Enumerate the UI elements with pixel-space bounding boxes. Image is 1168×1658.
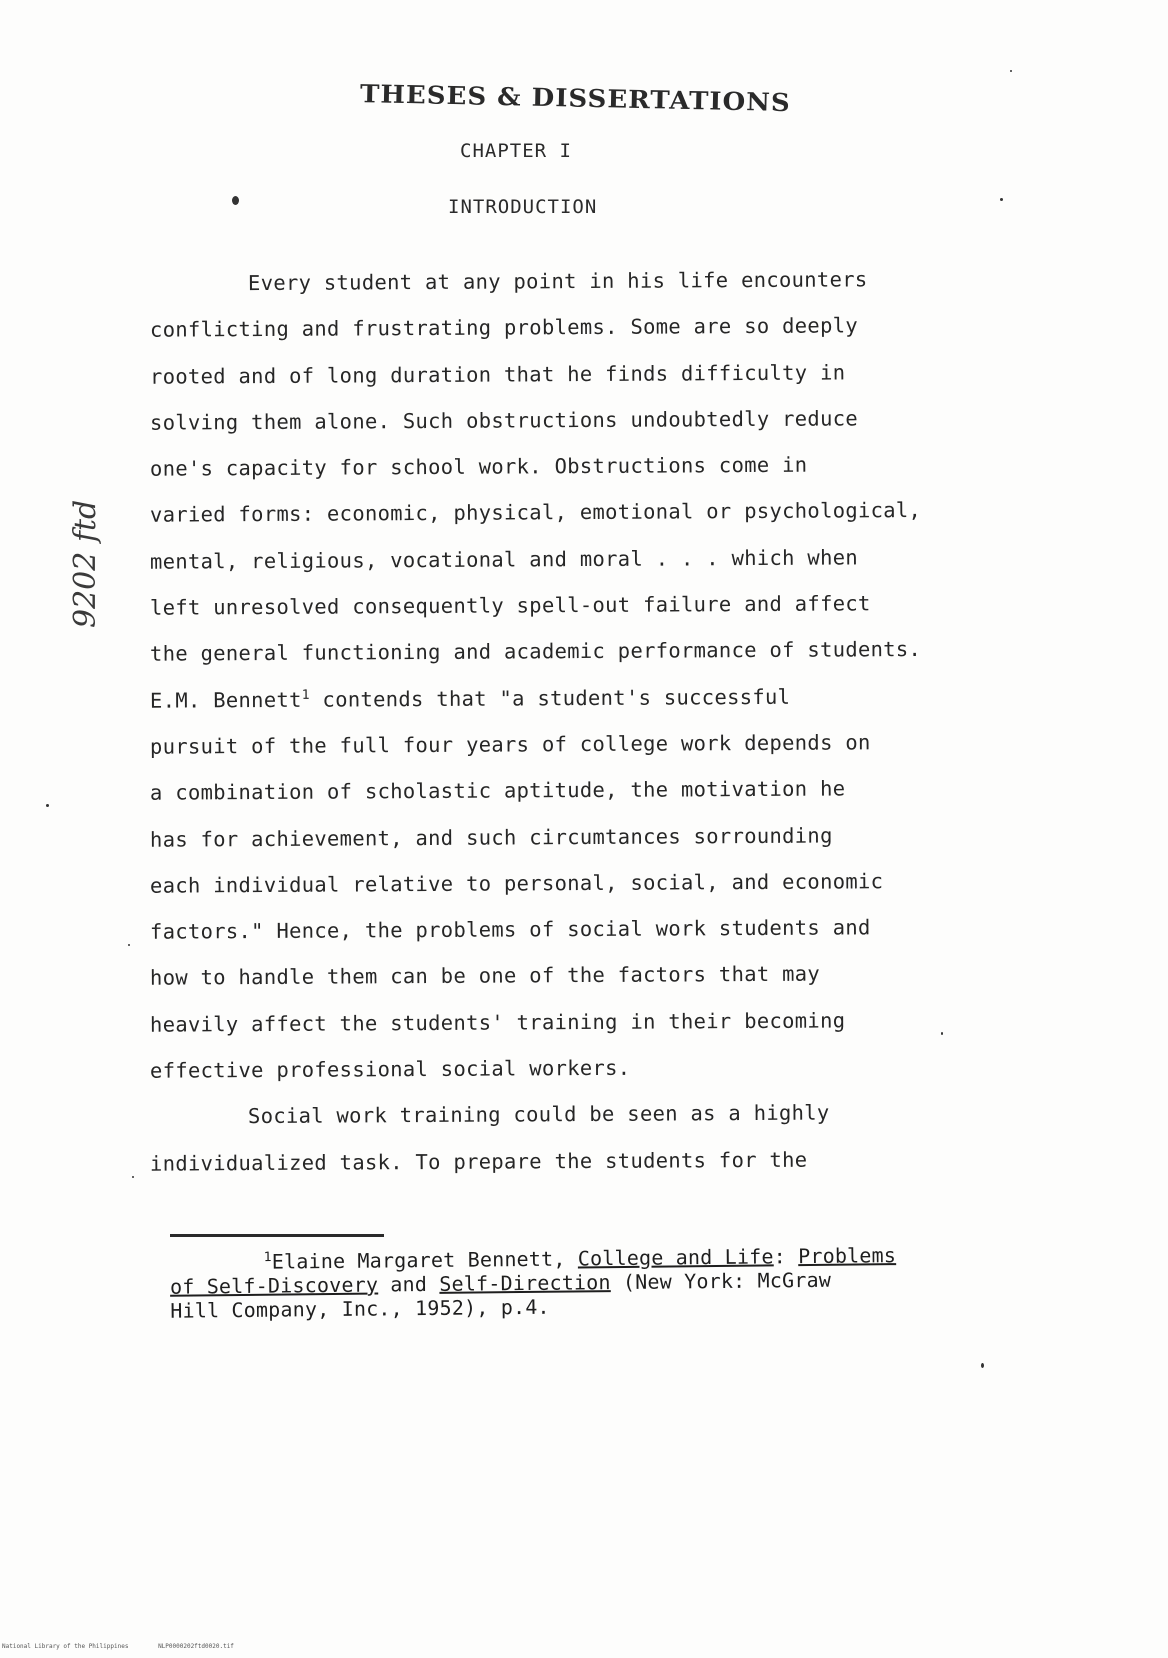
scan-speck xyxy=(981,1363,984,1368)
body-line: has for achievement, and such circumtances sorrounding xyxy=(149,823,833,852)
footnote-title-b: Problems xyxy=(798,1243,897,1269)
chapter-label: CHAPTER I xyxy=(460,140,572,162)
bennett-name: E.M. Bennett xyxy=(149,687,302,713)
body-line: individualized task. To prepare the students for the xyxy=(149,1147,808,1176)
footnote-divider xyxy=(170,1234,384,1237)
footnote-author: Elaine Margaret Bennett, xyxy=(271,1246,578,1274)
theses-dissertations-stamp: THESES & DISSERTATIONS xyxy=(359,80,791,118)
body-line: factors." Hence, the problems of social work students and xyxy=(149,915,871,944)
footnote-publisher-a: (New York: McGraw xyxy=(610,1267,832,1295)
footnote-title-c: of Self-Discovery xyxy=(169,1272,379,1299)
body-line: the general functioning and academic performance of students. xyxy=(149,637,922,667)
scan-footer-library: National Library of the Philippines xyxy=(2,1643,129,1650)
body-line: Every student at any point in his life encounters xyxy=(247,267,868,296)
body-line: one's capacity for school work. Obstructions come in xyxy=(149,452,808,481)
handwritten-margin-note: 9202 ftd xyxy=(68,499,103,628)
scan-speck xyxy=(232,196,239,205)
bennett-quote-start: contends that "a student's successful xyxy=(309,684,791,712)
chapter-title: INTRODUCTION xyxy=(448,196,598,218)
body-line: pursuit of the full four years of college work depends on xyxy=(149,730,871,759)
footnote-colon: : xyxy=(773,1244,799,1269)
body-line: Social work training could be seen as a highly xyxy=(247,1100,830,1129)
body-line: mental, religious, vocational and moral . . . which when xyxy=(149,545,859,574)
footnote-title-d: Self-Direction xyxy=(439,1270,611,1296)
scan-footer-filename: NLP0000202ftd0020.tif xyxy=(158,1643,234,1650)
scan-speck xyxy=(46,804,49,807)
footnote-line-3: Hill Company, Inc., 1952), p.4. xyxy=(170,1294,550,1323)
footnote-and: and xyxy=(377,1271,440,1297)
scan-speck xyxy=(1010,70,1012,72)
footnote-ref: 1 xyxy=(301,687,310,703)
body-line: how to handle them can be one of the factors that may xyxy=(149,962,821,991)
body-line: rooted and of long duration that he finds difficulty in xyxy=(149,360,846,389)
body-line-bennett xyxy=(150,672,1030,724)
scan-speck xyxy=(132,1176,134,1178)
body-line: effective professional social workers. xyxy=(149,1055,631,1083)
body-text xyxy=(150,258,1030,1184)
body-line: a combination of scholastic aptitude, the motivation he xyxy=(149,776,846,805)
body-line: heavily affect the students' training in their becoming xyxy=(149,1008,846,1037)
footnote-title-a: College and Life xyxy=(577,1244,774,1271)
body-line: conflicting and frustrating problems. Some are so deeply xyxy=(149,313,859,342)
footnote-marker: 1 xyxy=(263,1249,272,1266)
body-line: left unresolved consequently spell-out failure and affect xyxy=(149,591,871,620)
scan-speck xyxy=(1000,198,1003,201)
scan-speck xyxy=(941,1032,943,1035)
body-line: each individual relative to personal, social, and economic xyxy=(149,869,884,898)
body-line: solving them alone. Such obstructions undoubtedly reduce xyxy=(149,406,859,435)
scan-footer xyxy=(2,1643,260,1650)
footnote xyxy=(170,1241,1071,1322)
body-line: varied forms: economic, physical, emotional or psychological, xyxy=(149,498,922,528)
scan-speck xyxy=(128,944,130,946)
